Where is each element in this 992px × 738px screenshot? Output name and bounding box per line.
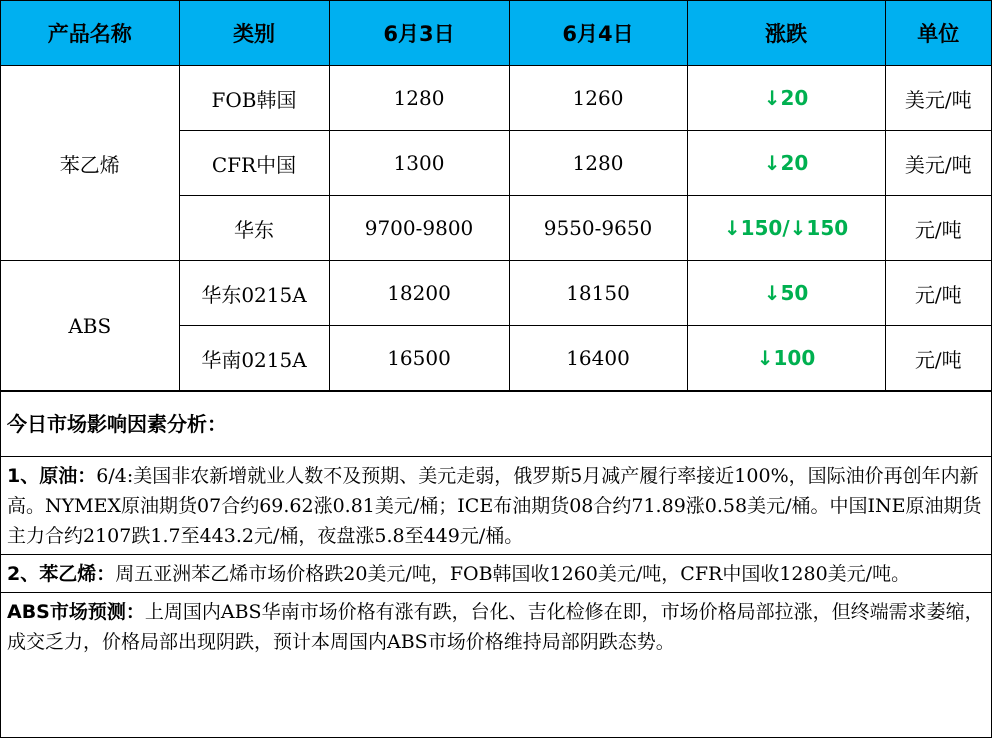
unit-cell: 元/吨 xyxy=(885,326,991,391)
analysis-item-label: 1、原油： xyxy=(7,465,97,487)
analysis-item-styrene xyxy=(1,555,991,593)
price-table xyxy=(1,1,991,391)
analysis-item-abs-forecast xyxy=(1,593,991,660)
table-header-row xyxy=(1,1,991,66)
change-cell: ↓20 xyxy=(687,66,885,131)
jun3-cell: 1280 xyxy=(329,66,509,131)
jun4-cell: 9550-9650 xyxy=(509,196,687,261)
category-cell: CFR中国 xyxy=(179,131,329,196)
analysis-item-label: ABS市场预测： xyxy=(7,601,145,623)
analysis-item-crude-oil xyxy=(1,457,991,555)
change-cell: ↓50 xyxy=(687,261,885,326)
change-cell: ↓20 xyxy=(687,131,885,196)
category-cell: 华东 xyxy=(179,196,329,261)
analysis-item-label: 2、苯乙烯： xyxy=(7,563,116,585)
jun4-cell: 18150 xyxy=(509,261,687,326)
jun4-cell: 1280 xyxy=(509,131,687,196)
unit-cell: 美元/吨 xyxy=(885,131,991,196)
header-product-name: 产品名称 xyxy=(1,1,179,66)
jun4-cell: 16400 xyxy=(509,326,687,391)
header-jun3: 6月3日 xyxy=(329,1,509,66)
analysis-heading: 今日市场影响因素分析： xyxy=(1,392,991,457)
jun3-cell: 16500 xyxy=(329,326,509,391)
analysis-item-text: 6/4:美国非农新增就业人数不及预期、美元走弱，俄罗斯5月减产履行率接近100%，国际油价再创年内新高。NYMEX原油期货07合约69.62涨0.81美元/桶；ICE布油期货08合约71.89涨0.58美元/桶。中国INE原油期货主力合约2107跌1.7至443.2元/桶，夜盘涨5.8至449元/桶。 xyxy=(7,465,982,547)
table-row xyxy=(1,66,991,131)
analysis-section xyxy=(1,391,991,660)
product-cell-abs: ABS xyxy=(1,261,179,391)
product-cell-styrene: 苯乙烯 xyxy=(1,66,179,261)
jun3-cell: 9700-9800 xyxy=(329,196,509,261)
jun3-cell: 1300 xyxy=(329,131,509,196)
unit-cell: 元/吨 xyxy=(885,196,991,261)
unit-cell: 元/吨 xyxy=(885,261,991,326)
jun3-cell: 18200 xyxy=(329,261,509,326)
analysis-item-text: 上周国内ABS华南市场价格有涨有跌，台化、吉化检修在即，市场价格局部拉涨，但终端需求萎缩，成交乏力，价格局部出现阴跌，预计本周国内ABS市场价格维持局部阴跌态势。 xyxy=(7,601,984,653)
change-cell: ↓150/↓150 xyxy=(687,196,885,261)
header-unit: 单位 xyxy=(885,1,991,66)
header-change: 涨跌 xyxy=(687,1,885,66)
change-cell: ↓100 xyxy=(687,326,885,391)
category-cell: FOB韩国 xyxy=(179,66,329,131)
jun4-cell: 1260 xyxy=(509,66,687,131)
table-row xyxy=(1,261,991,326)
analysis-item-text: 周五亚洲苯乙烯市场价格跌20美元/吨，FOB韩国收1260美元/吨，CFR中国收1280美元/吨。 xyxy=(115,563,911,585)
header-jun4: 6月4日 xyxy=(509,1,687,66)
category-cell: 华东0215A xyxy=(179,261,329,326)
category-cell: 华南0215A xyxy=(179,326,329,391)
unit-cell: 美元/吨 xyxy=(885,66,991,131)
header-category: 类别 xyxy=(179,1,329,66)
